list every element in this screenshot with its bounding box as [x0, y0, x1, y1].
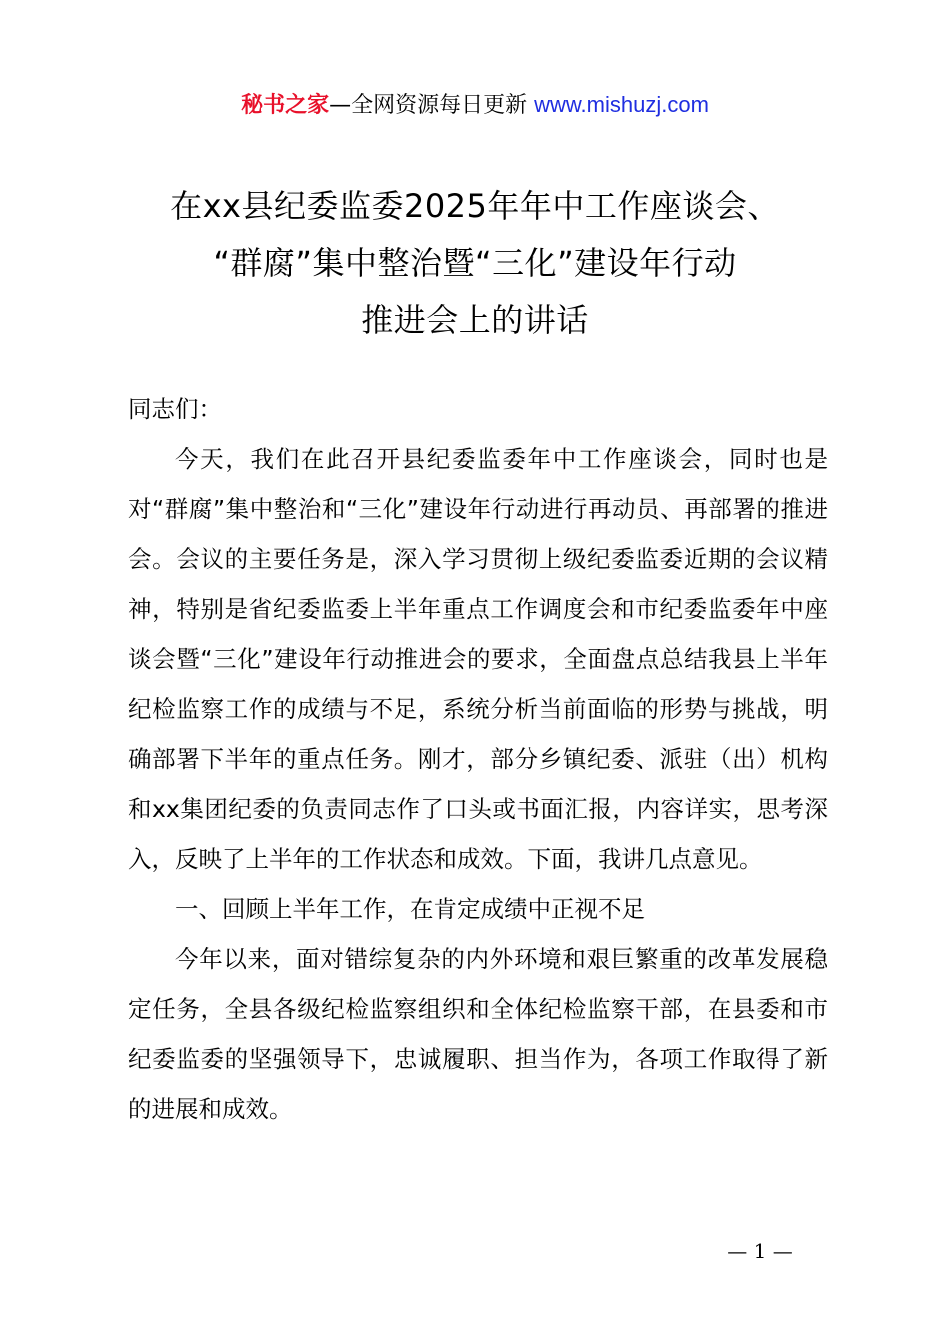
document-title — [0, 178, 950, 349]
title-line-3: 推进会上的讲话 — [361, 301, 589, 339]
site-url-link[interactable]: www.mishuzj.com — [534, 92, 709, 117]
salutation: 同志们： — [128, 395, 222, 423]
section-heading-1: 一、回顾上半年工作，在肯定成绩中正视不足 — [175, 895, 645, 923]
title-line-1: 在xx县纪委监委2025年年中工作座谈会、 — [170, 187, 780, 225]
title-line-2: “群腐”集中整治暨“三化”建设年行动 — [213, 244, 737, 282]
document-body — [128, 384, 828, 1134]
site-header — [0, 88, 950, 123]
site-brand: 秘书之家 — [241, 93, 330, 118]
paragraph-review: 今年以来，面对错综复杂的内外环境和艰巨繁重的改革发展稳定任务，全县各级纪检监察组织和全体纪检监察干部，在县委和市纪委监委的坚强领导下，忠诚履职、担当作为，各项工作取得了新的进展和成效。 — [128, 945, 828, 1123]
site-tagline: —全网资源每日更新 — [329, 93, 535, 118]
page-number: — 1 — — [727, 1239, 793, 1263]
paragraph-intro: 今天，我们在此召开县纪委监委年中工作座谈会，同时也是对“群腐”集中整治和“三化”建设年行动进行再动员、再部署的推进会。会议的主要任务是，深入学习贯彻上级纪委监委近期的会议精神，特别是省纪委监委上半年重点工作调度会和市纪委监委年中座谈会暨“三化”建设年行动推进会的要求，全面盘点总结我县上半年纪检监察工作的成绩与不足，系统分析当前面临的形势与挑战，明确部署下半年的重点任务。刚才，部分乡镇纪委、派驻（出）机构和xx集团纪委的负责同志作了口头或书面汇报，内容详实，思考深入，反映了上半年的工作状态和成效。下面，我讲几点意见。 — [128, 445, 828, 873]
